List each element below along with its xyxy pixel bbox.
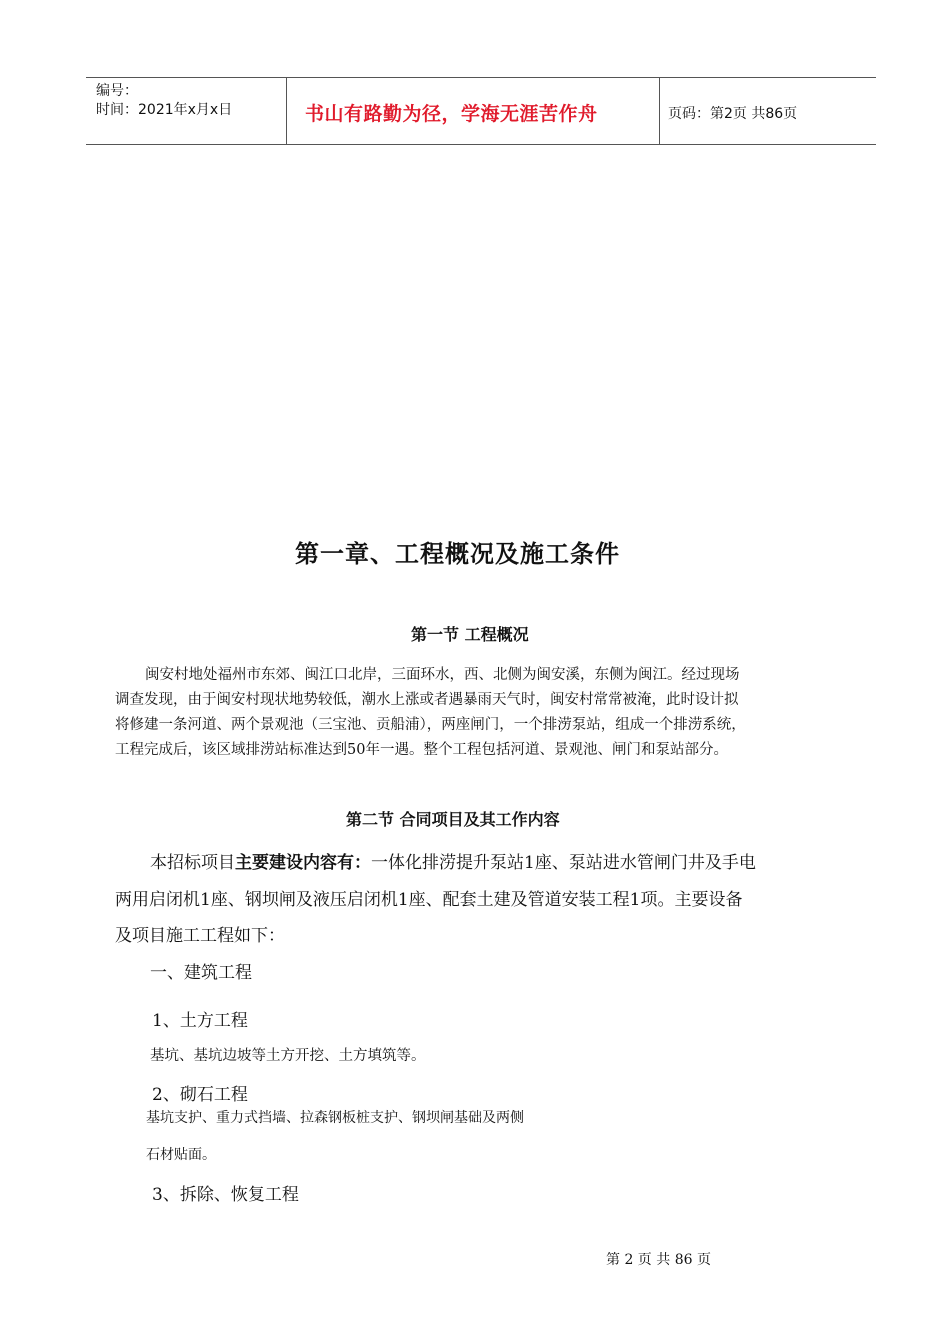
sub1-text: 基坑、基坑边坡等土方开挖、土方填筑等。	[150, 1048, 426, 1064]
section2-title: 第二节 合同项目及其工作内容	[346, 810, 560, 829]
section1-line-3: 将修建一条河道、两个景观池（三宝池、贡船浦），两座闸门，一个排涝泵站，组成一个排涝系统，	[115, 717, 746, 733]
section2-intro-rest: 一体化排涝提升泵站1座、泵站进水管闸门井及手电	[371, 853, 756, 873]
sub2-text-line-2: 石材贴面。	[146, 1147, 216, 1163]
header-motto: 书山有路勤为径，学海无涯苦作舟	[305, 103, 598, 125]
section2-intro-bold: 主要建设内容有：	[235, 853, 371, 873]
header-time-label: 时间：2021年x月x日	[96, 102, 233, 118]
sub2-title: 2、砌石工程	[152, 1085, 248, 1105]
item-construction: 一、建筑工程	[150, 963, 252, 983]
section2-intro-line	[150, 848, 756, 873]
chapter-title: 第一章、工程概况及施工条件	[295, 540, 620, 568]
sub3-title: 3、拆除、恢复工程	[152, 1185, 299, 1205]
header-top-border	[86, 77, 876, 78]
header-divider-left	[286, 78, 287, 145]
section1-line-1: 闽安村地处福州市东郊、闽江口北岸，三面环水，西、北侧为闽安溪，东侧为闽江。经过现场	[145, 667, 740, 683]
section1-line-2: 调查发现，由于闽安村现状地势较低，潮水上涨或者遇暴雨天气时，闽安村常常被淹，此时设计拟	[115, 692, 739, 708]
sub1-title: 1、土方工程	[152, 1011, 248, 1031]
section1-title: 第一节 工程概况	[411, 625, 529, 644]
header-number-label: 编号：	[96, 83, 138, 99]
header-divider-right	[659, 78, 660, 145]
section2-intro-prefix: 本招标项目	[150, 853, 235, 873]
section1-line-4: 工程完成后，该区域排涝站标准达到50年一遇。整个工程包括河道、景观池、闸门和泵站部分。	[115, 742, 728, 758]
sub2-text-line-1: 基坑支护、重力式挡墙、拉森钢板桩支护、钢坝闸基础及两侧	[146, 1110, 524, 1126]
header-bottom-border	[86, 144, 876, 145]
header-page-label: 页码：第2页 共86页	[668, 106, 798, 122]
footer-page-number: 第 2 页 共 86 页	[606, 1252, 711, 1268]
section2-line-3: 及项目施工工程如下：	[115, 926, 285, 946]
section2-line-2: 两用启闭机1座、钢坝闸及液压启闭机1座、配套土建及管道安装工程1项。主要设备	[115, 890, 743, 910]
